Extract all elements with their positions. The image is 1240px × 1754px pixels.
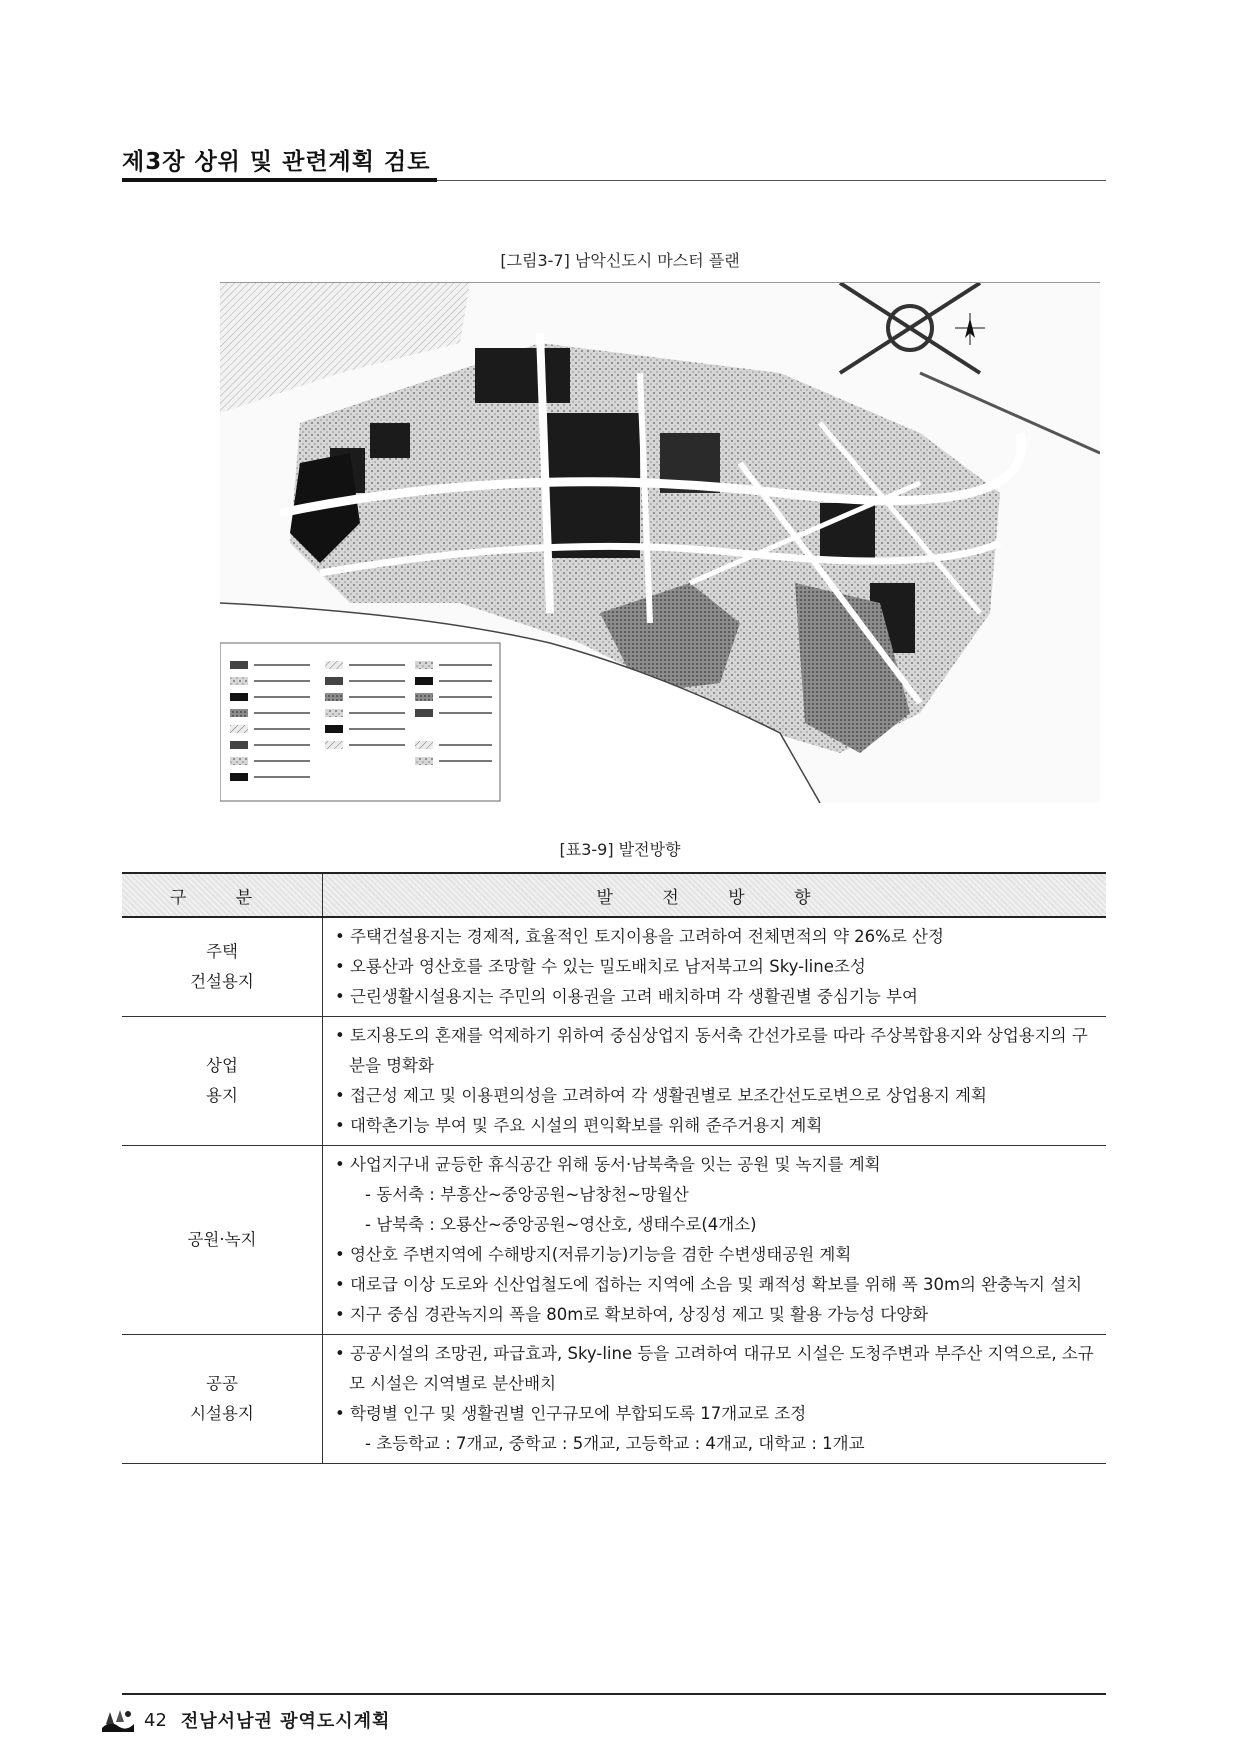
header-content: 발 전 방 향 xyxy=(323,873,1107,917)
list-item: • 공공시설의 조망권, 파급효과, Sky-line 등을 고려하여 대규모 시설은 도청주변과 부주산 지역으로, 소규모 시설은 지역별로 분산배치 xyxy=(335,1344,1094,1393)
page-number: 42 xyxy=(144,1709,167,1731)
header-category: 구 분 xyxy=(122,873,323,917)
table-row xyxy=(122,1017,1106,1146)
sub-item: - 초등학교 : 7개교, 중학교 : 5개교, 고등학교 : 4개교, 대학교 : 1개교 xyxy=(365,1434,865,1453)
sub-item: - 남북축 : 오룡산~중앙공원~영산호, 생태수로(4개소) xyxy=(365,1215,757,1234)
list-item: • 접근성 제고 및 이용편의성을 고려하여 각 생활권별로 보조간선도로변으로 상업용지 계획 xyxy=(335,1086,987,1105)
row-content xyxy=(323,1146,1107,1335)
book-title: 전남서남권 광역도시계획 xyxy=(180,1711,391,1732)
list-item: • 영산호 주변지역에 수해방지(저류기능)기능을 겸한 수변생태공원 계획 xyxy=(335,1245,852,1264)
page-footer xyxy=(100,1706,390,1734)
header-rule xyxy=(122,178,437,182)
row-content xyxy=(323,1017,1107,1146)
list-item: • 학령별 인구 및 생활권별 인구규모에 부합되도록 17개교로 조정 xyxy=(335,1404,807,1423)
row-category: 공공 시설용지 xyxy=(122,1335,323,1464)
row-content xyxy=(323,1335,1107,1464)
development-direction-table xyxy=(122,872,1106,1464)
master-plan-map-drawing xyxy=(220,283,1100,803)
table-row xyxy=(122,1335,1106,1464)
list-item: • 사업지구내 균등한 휴식공간 위해 동서·남북축을 잇는 공원 및 녹지를 계획 xyxy=(335,1155,881,1174)
table-caption: [표3-9] 발전방향 xyxy=(559,840,681,859)
table-row xyxy=(122,1146,1106,1335)
footer-rule xyxy=(122,1693,1106,1695)
table-row xyxy=(122,917,1106,1017)
row-category: 공원·녹지 xyxy=(122,1146,323,1335)
header-rule-thin xyxy=(437,180,1106,181)
list-item: • 지구 중심 경관녹지의 폭을 80m로 확보하여, 상징성 제고 및 활용 가능성 다양화 xyxy=(335,1305,929,1324)
row-category: 상업 용지 xyxy=(122,1017,323,1146)
row-category: 주택 건설용지 xyxy=(122,917,323,1017)
figure-caption: [그림3-7] 남악신도시 마스터 플랜 xyxy=(500,251,740,270)
list-item: • 근린생활시설용지는 주민의 이용권을 고려 배치하며 각 생활권별 중심기능 부여 xyxy=(335,987,918,1006)
city-logo-icon xyxy=(100,1706,136,1734)
list-item: • 토지용도의 혼재를 억제하기 위하여 중심상업지 동서축 간선가로를 따라 주상복합용지와 상업용지의 구분을 명확화 xyxy=(335,1026,1088,1075)
sub-item: - 동서축 : 부흥산~중앙공원~남창천~망월산 xyxy=(365,1185,689,1204)
list-item: • 주택건설용지는 경제적, 효율적인 토지이용을 고려하여 전체면적의 약 26%로 산정 xyxy=(335,927,944,946)
row-content xyxy=(323,917,1107,1017)
list-item: • 대학촌기능 부여 및 주요 시설의 편익확보를 위해 준주거용지 계획 xyxy=(335,1116,823,1135)
list-item: • 대로급 이상 도로와 신산업철도에 접하는 지역에 소음 및 쾌적성 확보를 위해 폭 30m의 완충녹지 설치 xyxy=(335,1275,1083,1294)
chapter-title: 제3장 상위 및 관련계획 검토 xyxy=(122,149,431,175)
list-item: • 오룡산과 영산호를 조망할 수 있는 밀도배치로 남저북고의 Sky-line조성 xyxy=(335,957,866,976)
master-plan-map xyxy=(220,282,1100,803)
